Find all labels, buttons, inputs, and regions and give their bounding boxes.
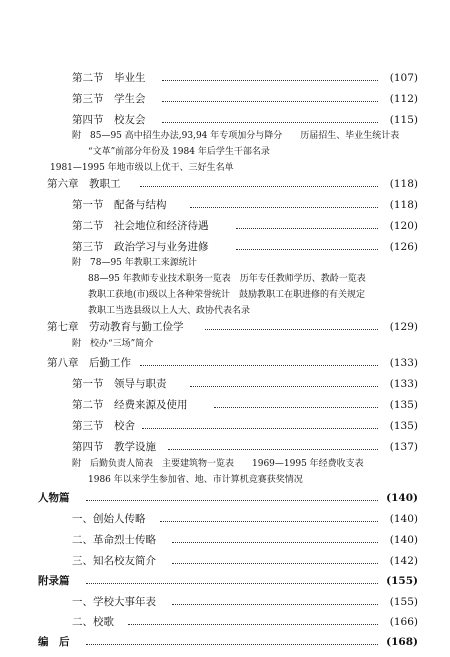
toc-page-number: (112) [389,93,418,105]
leader-dots [172,563,378,564]
leader-dots [162,101,378,102]
toc-entry-label: 附 78—95 年教职工来源统计 [72,258,197,268]
toc-entry-label: 二、校歌 [72,616,114,628]
toc-page-number: (155) [386,575,418,587]
toc-appendix-note [0,128,450,144]
toc-entry-label: 1981—1995 年地市级以上优干、三好生名单 [50,163,234,173]
leader-dots [172,542,378,543]
toc-entry [0,218,450,234]
toc-part-label: 附录篇 [38,575,70,587]
leader-dots [205,329,378,330]
toc-entry [0,91,450,107]
toc-appendix-note [0,144,450,160]
toc-page-number: (135) [389,420,418,432]
toc-appendix-note [0,271,450,287]
leader-dots [140,365,378,366]
leader-dots [172,604,378,605]
toc-page-number: (166) [389,616,418,628]
toc-page-number: (168) [386,636,418,648]
toc-entry-label: 三、知名校友简介 [72,555,156,567]
toc-page-number: (155) [389,596,418,608]
toc-chapter [0,319,450,335]
toc-chapter [0,176,450,192]
toc-page-number: (133) [389,378,418,390]
toc-entry [0,532,450,548]
toc-part [0,490,450,506]
toc-chapter-label: 第六章 教职工 [47,178,121,190]
leader-dots [142,428,378,429]
toc-appendix-note [0,287,450,303]
leader-dots [86,583,378,584]
toc-page-number: (118) [389,199,418,211]
toc-page-number: (142) [389,555,418,567]
toc-part [0,573,450,589]
toc-entry-label: 第三节 学生会 [72,93,146,105]
toc-page-number: (133) [389,357,418,369]
leader-dots [236,228,378,229]
leader-dots [236,249,378,250]
toc-entry [0,112,450,128]
toc-page-number: (107) [389,72,418,84]
toc-entry-label: 第一节 领导与职责 [72,378,167,390]
leader-dots [168,449,378,450]
toc-entry-label: 第四节 校友会 [72,114,146,126]
toc-entry-label: 一、学校大事年表 [72,596,156,608]
toc-entry-label: 第二节 社会地位和经济待遇 [72,220,209,232]
leader-dots [162,122,378,123]
toc-part-label: 编 后 [38,636,70,648]
leader-dots [86,644,378,645]
toc-appendix-note [0,472,450,488]
toc-page-number: (115) [389,114,418,126]
toc-page-number: (140) [389,534,418,546]
toc-chapter [0,355,450,371]
toc-entry [0,614,450,630]
toc-entry [0,197,450,213]
toc-page-number: (140) [389,513,418,525]
leader-dots [140,186,378,187]
toc-page-number: (129) [389,321,418,333]
leader-dots [160,521,378,522]
toc-page-number: (135) [389,399,418,411]
toc-entry-label: 附 校办“三场”简介 [72,339,154,349]
toc-entry [0,553,450,569]
leader-dots [190,386,378,387]
toc-entry-label: 一、创始人传略 [72,513,146,525]
toc-appendix-note [0,255,450,271]
toc-entry-label: 教职工当选县级以上人大、政协代表名录 [88,306,251,316]
toc-entry-label: 第二节 经费来源及使用 [72,399,188,411]
toc-part [0,634,450,650]
toc-entry-label: 第二节 毕业生 [72,72,146,84]
toc-page-number: (120) [389,220,418,232]
toc-entry [0,511,450,527]
toc-entry [0,397,450,413]
leader-dots [128,624,378,625]
toc-chapter-label: 第八章 后勤工作 [47,357,131,369]
toc-entry [0,418,450,434]
toc-entry [0,70,450,86]
toc-entry-label: 二、革命烈士传略 [72,534,156,546]
toc-appendix-note [0,160,450,176]
toc-entry [0,239,450,255]
leader-dots [86,500,378,501]
toc-entry-label: 第三节 校舍 [72,420,135,432]
toc-chapter-label: 第七章 劳动教育与勤工俭学 [47,321,184,333]
toc-part-label: 人物篇 [38,492,70,504]
toc-page-number: (126) [389,241,418,253]
leader-dots [214,407,378,408]
toc-entry-label: 88—95 年教师专业技术职务一览表 历年专任教师学历、教龄一览表 [88,274,366,284]
toc-entry-label: 附 85—95 高中招生办法,93,94 年专项加分与降分 历届招生、毕业生统计表 [72,131,400,141]
toc-entry-label: 附 后勤负责人简表 主要建筑物一览表 1969—1995 年经费收支表 [72,459,364,469]
toc-entry-label: 第三节 政治学习与业务进修 [72,241,209,253]
leader-dots [162,80,378,81]
toc-entry-label: “文革”前部分年份及 1984 年后学生干部名录 [88,147,270,157]
toc-appendix-note [0,303,450,319]
toc-entry [0,376,450,392]
toc-page-number: (118) [389,178,418,190]
toc-entry-label: 第一节 配备与结构 [72,199,167,211]
toc-appendix-note [0,456,450,472]
toc-entry [0,594,450,610]
toc-entry-label: 第四节 教学设施 [72,441,156,453]
toc-page-number: (140) [386,492,418,504]
toc-entry-label: 1986 年以来学生参加省、地、市计算机竞赛获奖情况 [88,475,303,485]
toc-entry-label: 教职工获地(市)级以上各种荣誉统计 鼓励教职工在职进修的有关规定 [88,290,366,300]
toc-appendix-note [0,336,450,352]
toc-page-number: (137) [389,441,418,453]
toc-entry [0,439,450,455]
leader-dots [190,207,378,208]
